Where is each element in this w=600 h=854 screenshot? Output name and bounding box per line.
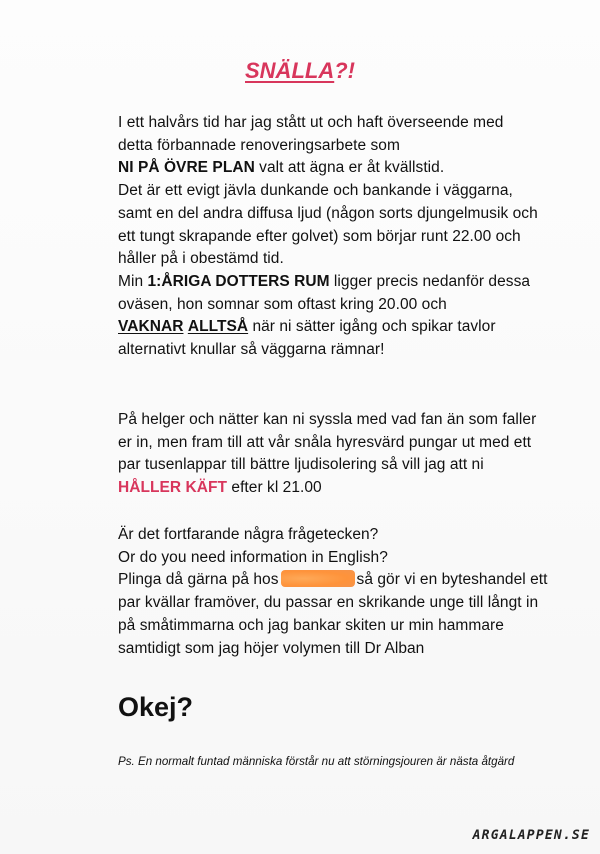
paragraph-demand: På helger och nätter kan ni syssla med vad fan än som faller er in, men fram till att vår snåla hyresvärd pungar ut med ett par tusenlappar till bättre ljudisolering så vill jag att ni HÅLLER KÄFT efter kl 21.00 [118,411,537,497]
paragraph-offer: Är det fortfarande några frågetecken? Or do you need information in English? Plinga då gärna på hos så gör vi en byteshandel ett par kvällar framöver, du passar en skrikande unge till långt in på småtimmarna och jag bankar skiten ur min hammare samtidigt som jag höjer volymen till Dr Alban [118,526,548,657]
site-watermark: ARGALAPPEN.SE [472,828,590,843]
emphasis-daughters-room: 1:ÅRIGA DOTTERS RUM [147,272,330,290]
paragraph-complaint: I ett halvårs tid har jag stått ut och haft överseende med detta förbannade renoveringsarbete som NI PÅ ÖVRE PLAN valt att ägna er åt kvällstid. Det är ett evigt jävla dunkande och bankande i väggarna, samt en del andra diffusa ljud (någon sorts djungelmusik och ett tungt skrapande efter golvet) som börjar runt 22.00 och håller på i obestämd tid. Min 1:ÅRIGA DOTTERS RUM ligger precis nedanför dessa oväsen, hon somnar som oftast kring 20.00 och VAKNAR ALLTSÅ när ni sätter igång och spikar tavlor alternativt knullar så väggarna rämnar! [118,114,538,359]
emphasis-upper-floor: NI PÅ ÖVRE PLAN [118,159,255,177]
emphasis-alltsa: ALLTSÅ [187,318,249,336]
emphasis-vaknar: VAKNAR [118,318,184,336]
emphasis-haller-kaft: HÅLLER KÄFT [118,479,228,497]
closing-okej: Okej? [118,692,194,722]
censored-name-blur [281,570,355,587]
postscript: Ps. En normalt funtad människa förstår nu att störningsjouren är nästa åtgärd [118,755,515,768]
note-title: SNÄLLA?! [245,58,355,83]
